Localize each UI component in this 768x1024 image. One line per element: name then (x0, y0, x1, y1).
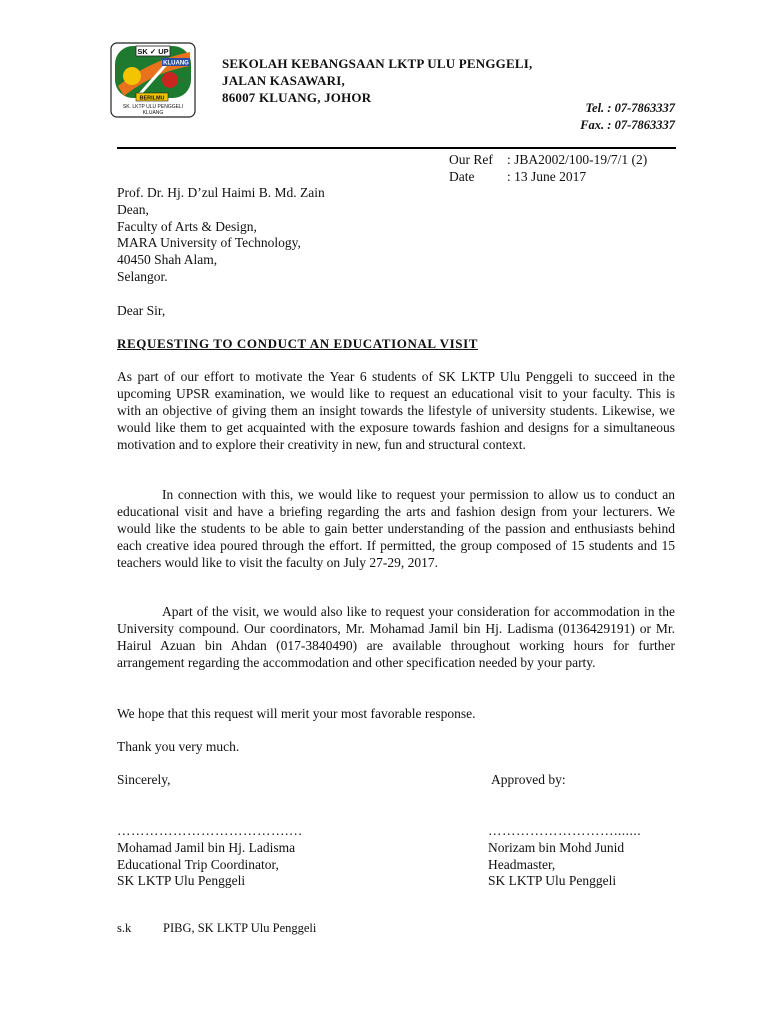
recipient-faculty: Faculty of Arts & Design, (117, 218, 257, 234)
school-crest-graphic (110, 42, 196, 118)
subject-heading: REQUESTING TO CONDUCT AN EDUCATIONAL VISIT (117, 336, 479, 351)
recipient-city: 40450 Shah Alam, (117, 252, 218, 268)
signature-line-left: ……………………………….… (117, 823, 303, 838)
signature-left (117, 823, 303, 890)
recipient-address (117, 185, 325, 286)
logo-bottom-text-1: SK. LKTP ULU PENGGELI (122, 104, 184, 110)
reference-block (449, 151, 647, 185)
signatory-name-right: Norizam bin Mohd Junid (488, 839, 625, 855)
recipient-title: Dean, (117, 201, 149, 217)
logo-top-text: SK ✓ UP (137, 47, 169, 56)
body-paragraph-2: In connection with this, we would like to request your permission to allow us to conduct an educational visit and have a briefing regarding the arts and fashion design from your lecturers. We would like the students to be able to gain better understanding of the passion and enthusiasts behind each creative idea poured through the effort. If permitted, the group composed of 15 students and 15 teachers would like to visit the faculty on July 27-29, 2017. (117, 487, 675, 570)
school-address-line1: JALAN KASAWARI, (222, 73, 345, 88)
signatory-org-right: SK LKTP Ulu Penggeli (488, 873, 617, 889)
body-paragraph-1: As part of our effort to motivate the Year 6 students of SK LKTP Ulu Penggeli to succeed in the upcoming UPSR examination, we would like to request an educational visit to your faculty. This is with an objective of giving them an insight towards the lifestyle of university students. Likewise, we would like them to get acquainted with the exposure towards fashion and designs for a simultaneous motivation and to explore their creativity in new, fun and structural context. (117, 369, 675, 452)
signatory-role-left: Educational Trip Coordinator, (117, 856, 279, 872)
ref-value: : JBA2002/100-19/7/1 (2) (507, 152, 648, 167)
closing-line: We hope that this request will merit your most favorable response. (117, 706, 476, 721)
logo-bottom-text-2: KLUANG (142, 110, 164, 116)
contact-block (580, 100, 675, 133)
body-paragraph-3: Apart of the visit, we would also like to request your consideration for accommodation in the University compound. Our coordinators, Mr. Mohamad Jamil bin Hj. Ladisma (0136429191) or Mr. Hairul Azuan bin Ahdan (017-3840490) are available throughout working hours for further arrangement regarding the accommodation and other specification needed by your party. (117, 604, 675, 670)
fax: Fax. : 07-7863337 (580, 117, 675, 132)
logo-town-text: KLUANG (163, 60, 189, 67)
signatory-name-left: Mohamad Jamil bin Hj. Ladisma (117, 839, 296, 855)
cc-label: s.k (117, 921, 132, 935)
ref-row (449, 151, 647, 168)
ref-label: Our Ref (449, 152, 493, 167)
school-name: SEKOLAH KEBANGSAAN LKTP ULU PENGGELI, (222, 56, 533, 71)
cc-value: PIBG, SK LKTP Ulu Penggeli (163, 921, 317, 935)
signature-line-right: ………………………....... (488, 823, 642, 838)
date-value: : 13 June 2017 (507, 169, 587, 184)
school-crest-icon (110, 42, 196, 118)
sincerely-label: Sincerely, (117, 772, 171, 787)
recipient-name: Prof. Dr. Hj. D’zul Haimi B. Md. Zain (117, 185, 325, 200)
school-address-line2: 86007 KLUANG, JOHOR (222, 90, 372, 105)
date-label: Date (449, 169, 475, 184)
salutation: Dear Sir, (117, 303, 166, 318)
header-divider (117, 147, 676, 149)
date-row (449, 168, 647, 185)
approved-by-label: Approved by: (491, 772, 566, 787)
signatory-role-right: Headmaster, (488, 856, 556, 872)
signature-right (488, 823, 641, 890)
school-address-block (222, 55, 532, 106)
carbon-copy (117, 921, 316, 936)
signatory-org-left: SK LKTP Ulu Penggeli (117, 873, 246, 889)
thanks-line: Thank you very much. (117, 739, 240, 754)
telephone: Tel. : 07-7863337 (585, 101, 675, 115)
logo-motto-text: BERILMU (139, 95, 165, 102)
recipient-state: Selangor. (117, 268, 168, 284)
recipient-university: MARA University of Technology, (117, 235, 301, 251)
